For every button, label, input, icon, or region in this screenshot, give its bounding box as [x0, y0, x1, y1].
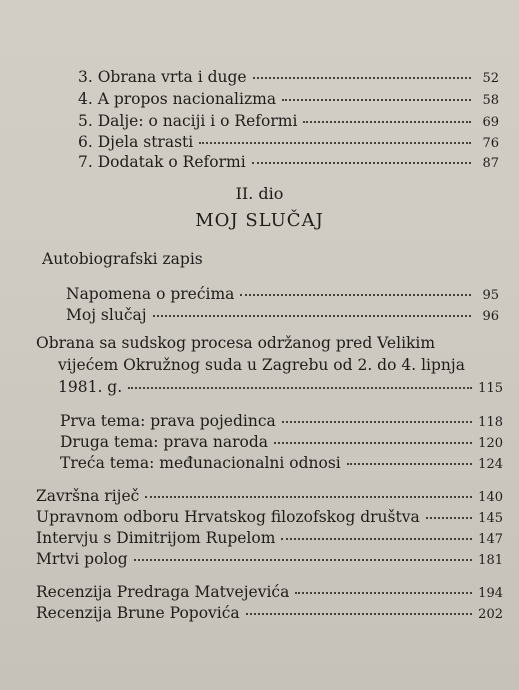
- toc-leader-dots: [252, 162, 471, 164]
- toc-page-number: 52: [482, 71, 499, 86]
- toc-leader-dots: [347, 463, 472, 465]
- toc-entry: [36, 550, 503, 568]
- toc-entry-label: Napomena o prećima: [66, 285, 235, 303]
- toc-entry-label: 5. Dalje: o naciji i o Reformi: [78, 112, 298, 130]
- toc-entry-label: Recenzija Brune Popovića: [36, 604, 240, 622]
- toc-entry-label: Upravnom odboru Hrvatskog filozofskog društva: [36, 508, 420, 526]
- toc-page-number: 140: [478, 490, 503, 505]
- toc-entry: [36, 508, 503, 526]
- toc-entry-label: Mrtvi polog: [36, 550, 128, 568]
- part-title: MOJ SLUČAJ: [195, 210, 324, 231]
- toc-leader-dots: [426, 517, 472, 519]
- toc-entry-label: 7. Dodatak o Reformi: [78, 153, 246, 171]
- toc-entry: [78, 153, 499, 171]
- toc-leader-dots: [128, 387, 472, 389]
- toc-page-number: 58: [482, 93, 499, 108]
- toc-page-number: 95: [482, 288, 499, 303]
- section-title-line: Obrana sa sudskog procesa održanog pred Velikim: [36, 334, 436, 352]
- toc-leader-dots: [240, 294, 471, 296]
- toc-entry: [66, 306, 499, 324]
- toc-entry: [36, 487, 503, 505]
- toc-entry: [66, 285, 499, 303]
- part-heading: II. dio: [235, 184, 284, 203]
- toc-leader-dots: [134, 559, 473, 561]
- toc-leader-dots: [274, 442, 472, 444]
- toc-entry: [78, 68, 499, 86]
- toc-page-number: 118: [478, 415, 503, 430]
- toc-entry: [60, 454, 503, 472]
- toc-entry: [78, 90, 499, 108]
- toc-entry-label: Treća tema: međunacionalni odnosi: [60, 454, 341, 472]
- section-title: Autobiografski zapis: [42, 250, 203, 268]
- toc-page-number: 69: [482, 115, 499, 130]
- toc-entry: [60, 433, 503, 451]
- toc-entry-label: Intervju s Dimitrijom Rupelom: [36, 529, 276, 547]
- toc-page-number: 87: [482, 156, 499, 171]
- toc-page-number: 181: [478, 553, 503, 568]
- toc-page-number: 96: [482, 309, 499, 324]
- toc-entry-label: Recenzija Predraga Matvejevića: [36, 583, 290, 601]
- toc-page-number: 202: [478, 607, 503, 622]
- toc-entry: [58, 378, 503, 396]
- toc-leader-dots: [281, 538, 472, 540]
- toc-page-number: 115: [478, 381, 503, 396]
- toc-entry: [78, 133, 499, 151]
- toc-entry-label: 1981. g.: [58, 378, 123, 396]
- toc-entry: [78, 112, 499, 130]
- toc-leader-dots: [303, 121, 471, 123]
- toc-leader-dots: [295, 592, 472, 594]
- toc-entry: [36, 583, 503, 601]
- toc-page-number: 194: [478, 586, 503, 601]
- toc-leader-dots: [199, 142, 471, 144]
- toc-leader-dots: [282, 421, 472, 423]
- toc-leader-dots: [145, 496, 472, 498]
- toc-entry-label: Druga tema: prava naroda: [60, 433, 269, 451]
- toc-leader-dots: [253, 77, 471, 79]
- toc-page-number: 124: [478, 457, 503, 472]
- toc-entry: [36, 604, 503, 622]
- toc-leader-dots: [246, 613, 473, 615]
- toc-leader-dots: [153, 315, 471, 317]
- toc-entry-label: 3. Obrana vrta i duge: [78, 68, 247, 86]
- toc-entry-label: Završna riječ: [36, 487, 140, 505]
- toc-entry-label: 4. A propos nacionalizma: [78, 90, 277, 108]
- section-title-line: vijećem Okružnog suda u Zagrebu od 2. do 4. lipnja: [58, 356, 465, 374]
- toc-page-number: 147: [478, 532, 503, 547]
- toc-leader-dots: [282, 99, 471, 101]
- toc-page-number: 145: [478, 511, 503, 526]
- toc-entry: [36, 529, 503, 547]
- toc-page-number: 120: [478, 436, 503, 451]
- toc-entry-label: Prva tema: prava pojedinca: [60, 412, 276, 430]
- toc-entry-label: 6. Djela strasti: [78, 133, 194, 151]
- toc-entry: [60, 412, 503, 430]
- toc-entry-label: Moj slučaj: [66, 306, 147, 324]
- toc-page-number: 76: [482, 136, 499, 151]
